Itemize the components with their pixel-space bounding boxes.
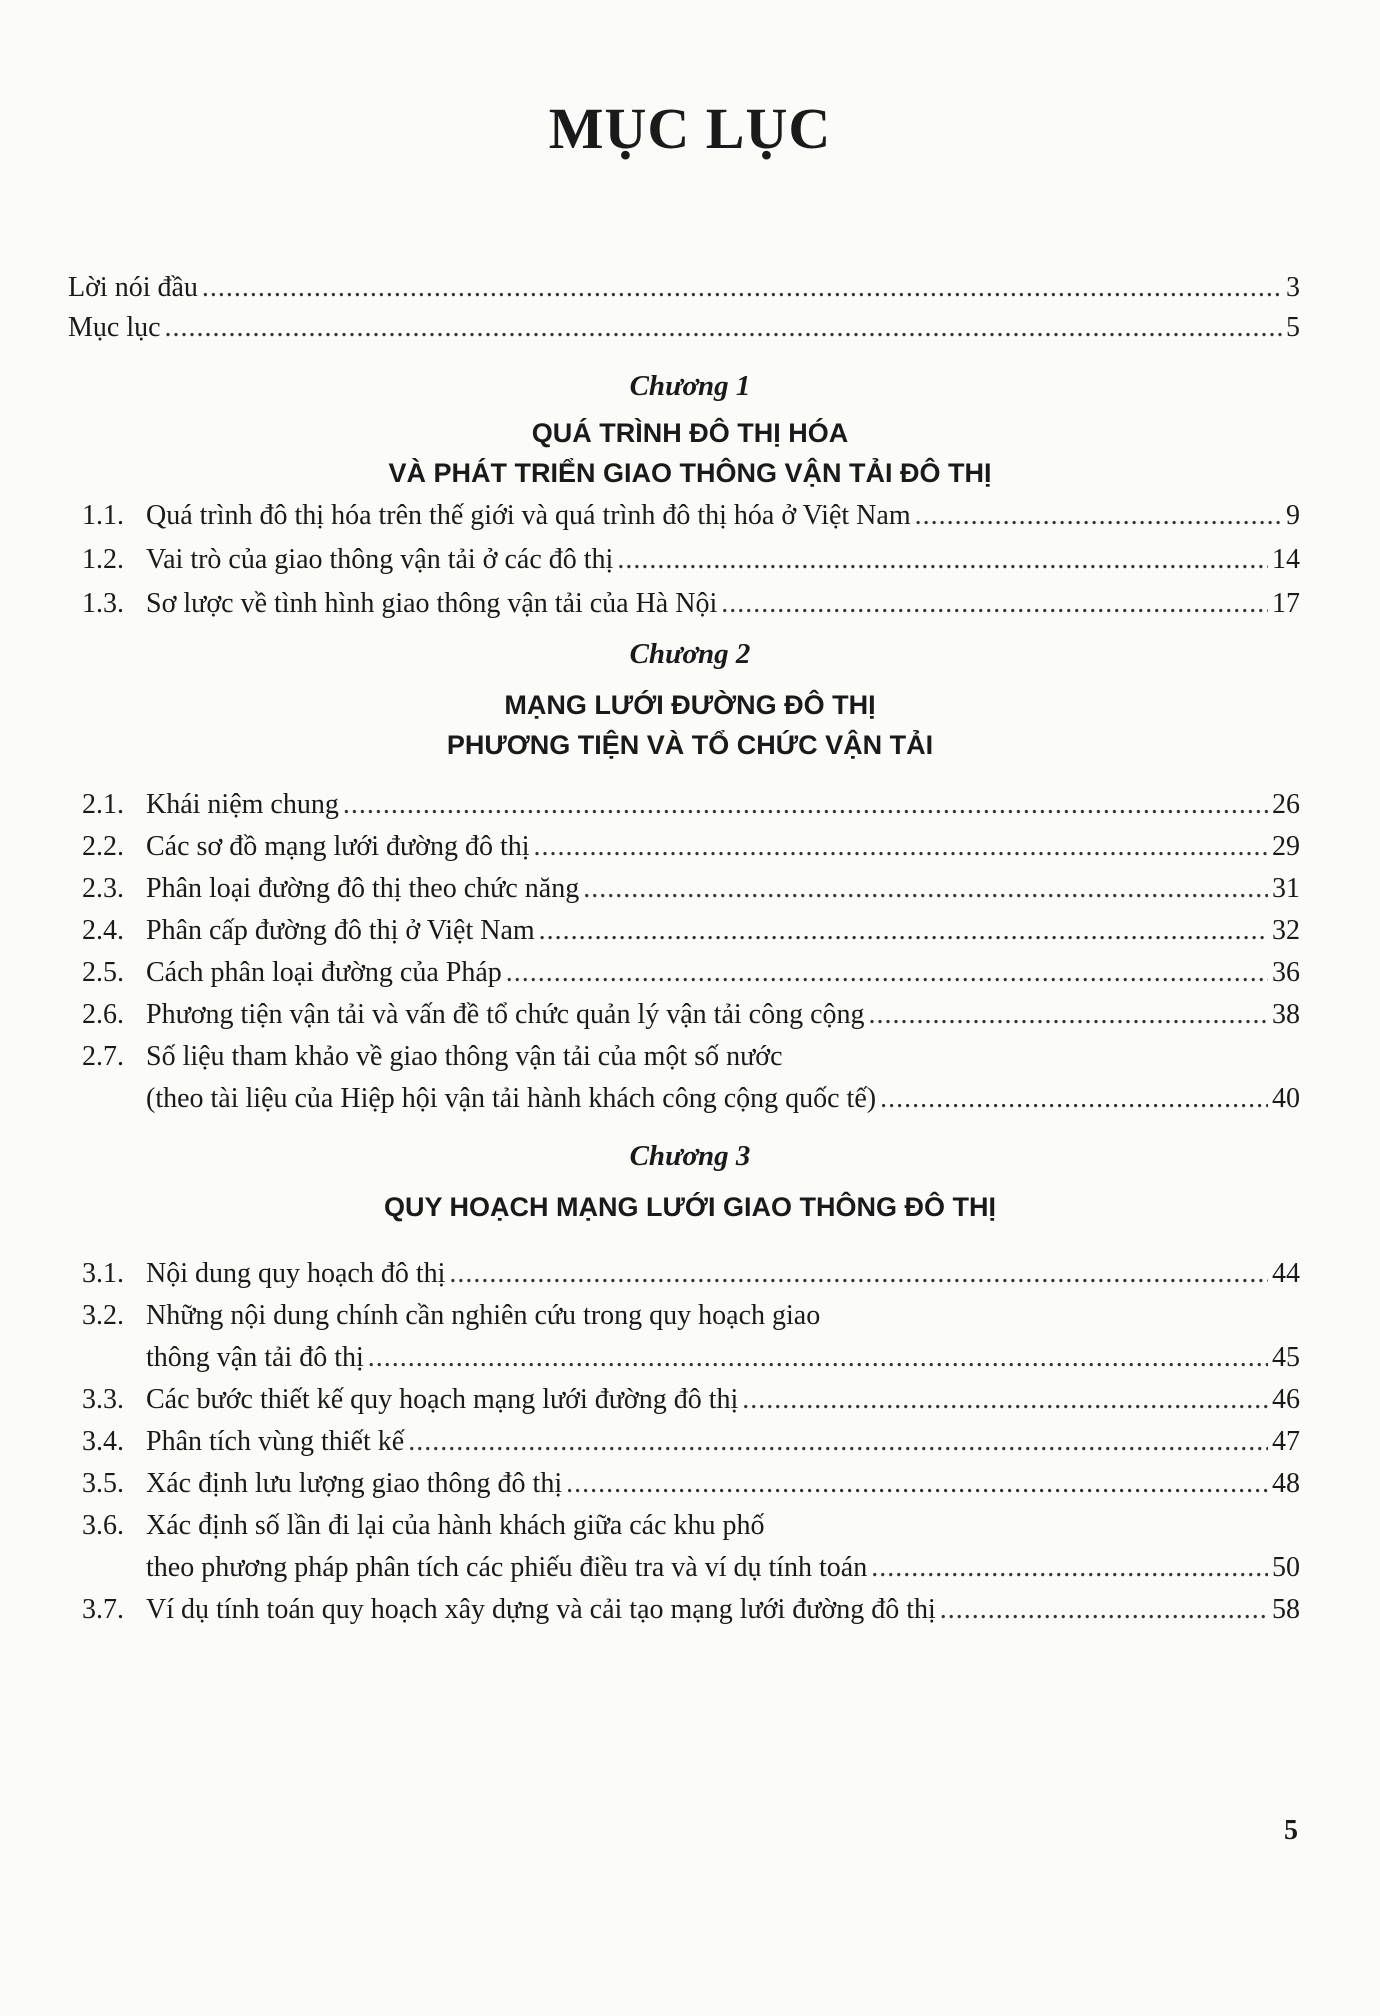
section-number: 1.3. bbox=[82, 588, 124, 619]
section-number: 2.7. bbox=[82, 1041, 124, 1072]
leader-dots bbox=[343, 785, 1268, 825]
toc-entry-continuation bbox=[146, 1338, 1300, 1378]
leader-dots bbox=[408, 1422, 1268, 1462]
leader-dots bbox=[880, 1079, 1268, 1119]
chapter-title: VÀ PHÁT TRIỂN GIAO THÔNG VẬN TẢI ĐÔ THỊ bbox=[388, 458, 992, 488]
chapter-title: PHƯƠNG TIỆN VÀ TỔ CHỨC VẬN TẢI bbox=[446, 730, 934, 760]
toc-entry bbox=[82, 785, 1300, 825]
leader-dots bbox=[742, 1380, 1268, 1420]
toc-entry-page: 5 bbox=[1286, 312, 1300, 343]
section-number: 3.3. bbox=[82, 1384, 124, 1415]
toc-entry bbox=[82, 1296, 1300, 1336]
toc-entry bbox=[82, 1422, 1300, 1462]
toc-entry-page: 31 bbox=[1272, 873, 1300, 904]
toc-entry-continuation bbox=[146, 1548, 1300, 1588]
toc-entry bbox=[82, 1590, 1300, 1630]
toc-entry-text: Mục lục bbox=[68, 312, 161, 343]
toc-entry-page: 38 bbox=[1272, 999, 1300, 1030]
section-number: 2.5. bbox=[82, 957, 124, 988]
toc-entry-page: 14 bbox=[1272, 544, 1300, 575]
section-number: 3.1. bbox=[82, 1258, 124, 1289]
leader-dots bbox=[871, 1548, 1268, 1588]
toc-entry-text: Sơ lược về tình hình giao thông vận tải của Hà Nội bbox=[146, 588, 718, 619]
toc-entry bbox=[82, 1506, 1300, 1546]
section-number: 2.4. bbox=[82, 915, 124, 946]
leader-dots bbox=[539, 911, 1268, 951]
toc-entry-page: 44 bbox=[1272, 1258, 1300, 1289]
leader-dots bbox=[566, 1464, 1268, 1504]
toc-entry-page: 32 bbox=[1272, 915, 1300, 946]
toc-entry-page: 45 bbox=[1272, 1342, 1300, 1373]
toc-entry-page: 46 bbox=[1272, 1384, 1300, 1415]
toc-entry-text: Phương tiện vận tải và vấn đề tổ chức quản lý vận tải công cộng bbox=[146, 999, 865, 1030]
leader-dots bbox=[915, 496, 1282, 536]
toc-entry bbox=[82, 995, 1300, 1035]
toc-entry-text: Các bước thiết kế quy hoạch mạng lưới đường đô thị bbox=[146, 1384, 739, 1415]
chapter-label: Chương 2 bbox=[629, 638, 751, 670]
toc-entry-page: 3 bbox=[1286, 272, 1300, 303]
leader-dots bbox=[869, 995, 1268, 1035]
toc-entry-page: 48 bbox=[1272, 1468, 1300, 1499]
toc-entry-text: theo phương pháp phân tích các phiếu điều tra và ví dụ tính toán bbox=[146, 1552, 868, 1583]
toc-entry-text: Phân tích vùng thiết kế bbox=[146, 1426, 405, 1457]
toc-entry bbox=[82, 869, 1300, 909]
toc-entry-continuation bbox=[146, 1079, 1300, 1119]
toc-entry bbox=[82, 1037, 1300, 1077]
toc-entry-page: 50 bbox=[1272, 1552, 1300, 1583]
leader-dots bbox=[368, 1338, 1268, 1378]
leader-dots bbox=[583, 869, 1268, 909]
toc-entry-text: Số liệu tham khảo về giao thông vận tải của một số nước bbox=[146, 1041, 783, 1072]
toc-entry-page: 29 bbox=[1272, 831, 1300, 862]
leader-dots bbox=[721, 584, 1268, 624]
toc-entry bbox=[82, 584, 1300, 624]
section-number: 2.1. bbox=[82, 789, 124, 820]
section-number: 3.5. bbox=[82, 1468, 124, 1499]
toc-entry bbox=[82, 1380, 1300, 1420]
toc-entry-text: Khái niệm chung bbox=[146, 789, 339, 820]
toc-entry-page: 40 bbox=[1272, 1083, 1300, 1114]
toc-entry bbox=[82, 827, 1300, 867]
toc-entry-page: 58 bbox=[1272, 1594, 1300, 1625]
leader-dots bbox=[202, 268, 1282, 308]
toc-entry-text: Phân cấp đường đô thị ở Việt Nam bbox=[146, 915, 535, 946]
toc-entry-text: Phân loại đường đô thị theo chức năng bbox=[146, 873, 580, 904]
leader-dots bbox=[449, 1254, 1268, 1294]
toc-entry-text: Quá trình đô thị hóa trên thế giới và quá trình đô thị hóa ở Việt Nam bbox=[146, 500, 911, 531]
toc-entry bbox=[82, 953, 1300, 993]
chapter-title: QUY HOẠCH MẠNG LƯỚI GIAO THÔNG ĐÔ THỊ bbox=[384, 1192, 996, 1222]
section-number: 2.3. bbox=[82, 873, 124, 904]
toc-entry bbox=[82, 496, 1300, 536]
section-number: 3.4. bbox=[82, 1426, 124, 1457]
leader-dots bbox=[940, 1590, 1268, 1630]
toc-entry-text: (theo tài liệu của Hiệp hội vận tải hành khách công cộng quốc tế) bbox=[146, 1083, 877, 1114]
section-number: 1.1. bbox=[82, 500, 124, 531]
chapter-label: Chương 1 bbox=[629, 370, 751, 402]
toc-entry-contents bbox=[68, 308, 1300, 348]
toc-entry bbox=[82, 1254, 1300, 1294]
toc-entry-text: Xác định lưu lượng giao thông đô thị bbox=[146, 1468, 563, 1499]
toc-entry-text: thông vận tải đô thị bbox=[146, 1342, 364, 1373]
leader-dots bbox=[617, 540, 1268, 580]
toc-entry-page: 26 bbox=[1272, 789, 1300, 820]
toc-entry bbox=[82, 911, 1300, 951]
leader-dots bbox=[165, 308, 1282, 348]
toc-entry-text: Xác định số lần đi lại của hành khách giữa các khu phố bbox=[146, 1510, 765, 1541]
page-title: MỤC LỤC bbox=[548, 96, 832, 161]
toc-entry-text: Các sơ đồ mạng lưới đường đô thị bbox=[146, 831, 530, 862]
section-number: 2.6. bbox=[82, 999, 124, 1030]
section-number: 3.2. bbox=[82, 1300, 124, 1331]
page-number: 5 bbox=[1284, 1815, 1298, 1846]
section-number: 1.2. bbox=[82, 544, 124, 575]
section-number: 3.7. bbox=[82, 1594, 124, 1625]
toc-entry-preface bbox=[68, 268, 1300, 308]
toc-entry-page: 17 bbox=[1272, 588, 1300, 619]
chapter-title: MẠNG LƯỚI ĐƯỜNG ĐÔ THỊ bbox=[504, 690, 876, 720]
toc-entry-text: Lời nói đầu bbox=[68, 272, 198, 303]
section-number: 3.6. bbox=[82, 1510, 124, 1541]
toc-entry-page: 9 bbox=[1286, 500, 1300, 531]
toc-entry-text: Vai trò của giao thông vận tải ở các đô thị bbox=[146, 544, 614, 575]
toc-entry-text: Những nội dung chính cần nghiên cứu trong quy hoạch giao bbox=[146, 1300, 821, 1331]
chapter-title: QUÁ TRÌNH ĐÔ THỊ HÓA bbox=[531, 418, 849, 448]
toc-entry-text: Ví dụ tính toán quy hoạch xây dựng và cải tạo mạng lưới đường đô thị bbox=[146, 1594, 936, 1625]
leader-dots bbox=[534, 827, 1268, 867]
leader-dots bbox=[506, 953, 1268, 993]
section-number: 2.2. bbox=[82, 831, 124, 862]
toc-entry bbox=[82, 540, 1300, 580]
chapter-label: Chương 3 bbox=[629, 1140, 751, 1172]
toc-entry-page: 47 bbox=[1272, 1426, 1300, 1457]
toc-entry-text: Nội dung quy hoạch đô thị bbox=[146, 1258, 446, 1289]
toc-entry bbox=[82, 1464, 1300, 1504]
toc-entry-text: Cách phân loại đường của Pháp bbox=[146, 957, 502, 988]
toc-entry-page: 36 bbox=[1272, 957, 1300, 988]
